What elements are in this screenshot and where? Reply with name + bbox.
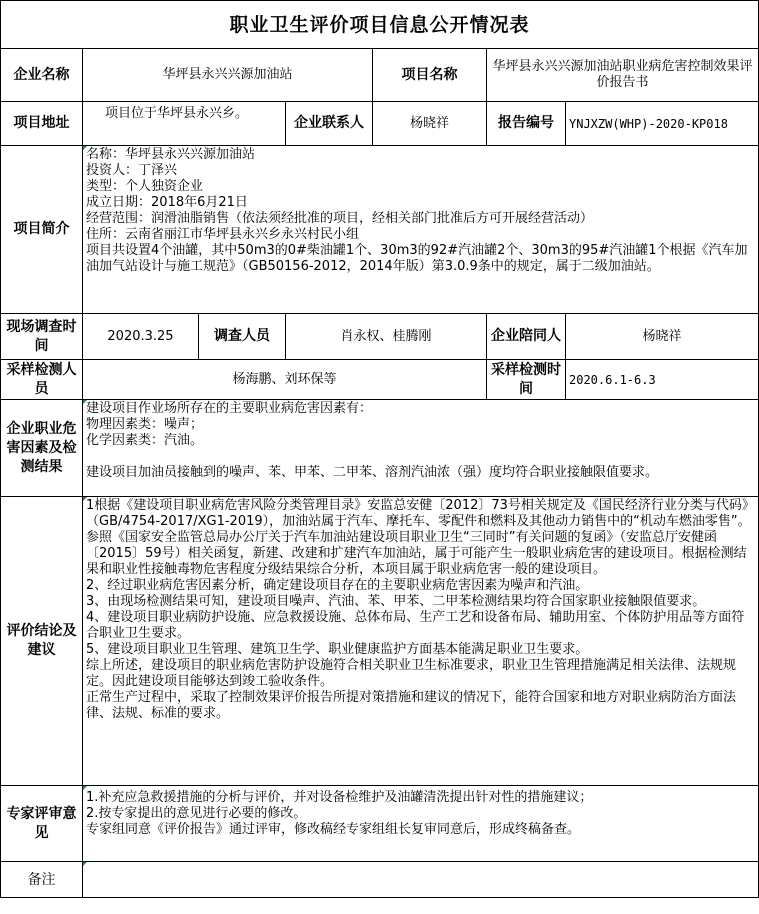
cell-marker-icon	[83, 497, 87, 501]
intro-line: 项目共设置4个油罐，其中50m3的0#柴油罐1个、30m3的92#汽油罐2个、30m3的95#汽油罐1个根据《汽车加油加气站设计与施工规范》（GB50156-2012，2014年版）第3.0.9条中的规定，属于二级加油站。	[86, 243, 748, 274]
hazard-line	[86, 449, 755, 465]
conclusion-line: 正常生产过程中，采取了控制效果评价报告所提对策措施和建议的情况下，能符合国家和地方对职业病防治方面法律、法规、标准的要求。	[86, 690, 737, 721]
remarks-cell	[83, 862, 759, 898]
expert-opinion-cell	[83, 786, 759, 862]
expert-line: 2.按专家提出的意见进行必要的修改。	[86, 806, 307, 821]
cell-marker-icon	[83, 400, 87, 404]
sampling-time-label: 采样检测时间	[487, 360, 566, 400]
company-name-value: 华坪县永兴兴源加油站	[83, 49, 373, 102]
report-no-label: 报告编号	[487, 102, 566, 146]
project-address-label: 项目地址	[1, 102, 83, 146]
project-name-value: 华坪县永兴兴源加油站职业病危害控制效果评价报告书	[487, 49, 759, 102]
cell-marker-icon	[83, 146, 87, 150]
intro-line: 投资人：丁泽兴	[86, 163, 178, 178]
intro-line: 名称：华坪县永兴兴源加油站	[86, 147, 256, 162]
survey-staff-label: 调查人员	[199, 314, 286, 360]
report-no-value: YNJXZW(WHP)-2020-KP018	[566, 102, 759, 146]
conclusion-line: 综上所述，建设项目的职业病危害防护设施符合相关职业卫生标准要求，职业卫生管理措施满足相关法律、法规规定。因此建设项目能够达到竣工验收条件。	[86, 658, 737, 689]
conclusion-line: 5、建设项目职业卫生管理、建筑卫生学、职业健康监护方面基本能满足职业卫生要求。	[86, 642, 589, 657]
hazards-label: 企业职业危害因素及检测结果	[1, 400, 83, 497]
sampling-time-value: 2020.6.1-6.3	[566, 360, 759, 400]
company-name-label: 企业名称	[1, 49, 83, 102]
intro-line: 成立日期：2018年6月21日	[86, 195, 248, 210]
expert-line: 1.补充应急救援措施的分析与评价，并对设备检维护及油罐清洗提出针对性的措施建议；	[86, 790, 593, 805]
conclusion-line: 4、建设项目职业病防护设施、应急救援设施、总体布局、生产工艺和设备布局、辅助用室、个体防护用品等方面符合职业卫生要求。	[86, 610, 745, 641]
cell-marker-icon	[83, 786, 87, 790]
project-intro-cell	[83, 146, 759, 314]
survey-staff-value: 肖永权、桂腾刚	[286, 314, 487, 360]
intro-line: 经营范围：润滑油脂销售（依法须经批准的项目，经相关部门批准后方可开展经营活动）	[86, 211, 594, 226]
company-escort-value: 杨晓祥	[566, 314, 759, 360]
project-address-value: 项目位于华坪县永兴乡。	[83, 102, 286, 146]
sheet-title: 职业卫生评价项目信息公开情况表	[1, 1, 759, 49]
hazards-cell	[83, 400, 759, 497]
hazard-line: 建设项目加油员接触到的噪声、苯、甲苯、二甲苯、溶剂汽油浓（强）度均符合职业接触限值要求。	[86, 465, 659, 480]
conclusion-label: 评价结论及建议	[1, 497, 83, 786]
cell-marker-icon	[83, 862, 87, 866]
hazard-line: 化学因素类：汽油。	[86, 433, 204, 448]
intro-line: 住所：云南省丽江市华坪县永兴乡永兴村民小组	[86, 227, 360, 242]
sampling-staff-label: 采样检测人员	[1, 360, 83, 400]
hazard-line: 物理因素类：噪声；	[86, 417, 204, 432]
sampling-staff-value: 杨海鹏、刘环保等	[83, 360, 487, 400]
expert-line: 专家组同意《评价报告》通过评审，修改稿经专家组组长复审同意后，形成终稿备查。	[86, 822, 581, 837]
company-contact-label: 企业联系人	[286, 102, 373, 146]
hazard-line: 建设项目作业场所存在的主要职业病危害因素有：	[86, 401, 373, 416]
conclusion-line: 1根据《建设项目职业病危害风险分类管理目录》安监总安健〔2012〕73号相关规定及《国民经济行业分类与代码》（GB/4754-2017/XG1-2019），加油站属于汽车、摩托车、零配件和燃料及其他动力销售中的“机动车燃油零售”。参照《国家安全监管总局办公厅关于汽车加油站建设项目职业卫生“三同时”有关问题的复函》（安监总厅安健函〔2015〕59号）相关函复，新建、改建和扩建汽车加油站，属于可能产生一般职业病危害的建设项目。根据检测结果和职业性接触毒物危害程度分级结果综合分析，本项目属于职业病危害一般的建设项目。	[86, 498, 755, 577]
company-escort-label: 企业陪同人	[487, 314, 566, 360]
survey-time-value: 2020.3.25	[83, 314, 199, 360]
project-name-label: 项目名称	[373, 49, 487, 102]
conclusion-cell	[83, 497, 759, 786]
expert-opinion-label: 专家评审意见	[1, 786, 83, 862]
survey-time-label: 现场调查时间	[1, 314, 83, 360]
intro-line: 类型：个人独资企业	[86, 179, 204, 194]
conclusion-line: 2、经过职业病危害因素分析，确定建设项目存在的主要职业病危害因素为噪声和汽油。	[86, 578, 589, 593]
remarks-label: 备注	[1, 862, 83, 898]
company-contact-value: 杨晓祥	[373, 102, 487, 146]
conclusion-line: 3、由现场检测结果可知，建设项目噪声、汽油、苯、甲苯、二甲苯检测结果均符合国家职业接触限值要求。	[86, 594, 706, 609]
project-intro-label: 项目简介	[1, 146, 83, 314]
